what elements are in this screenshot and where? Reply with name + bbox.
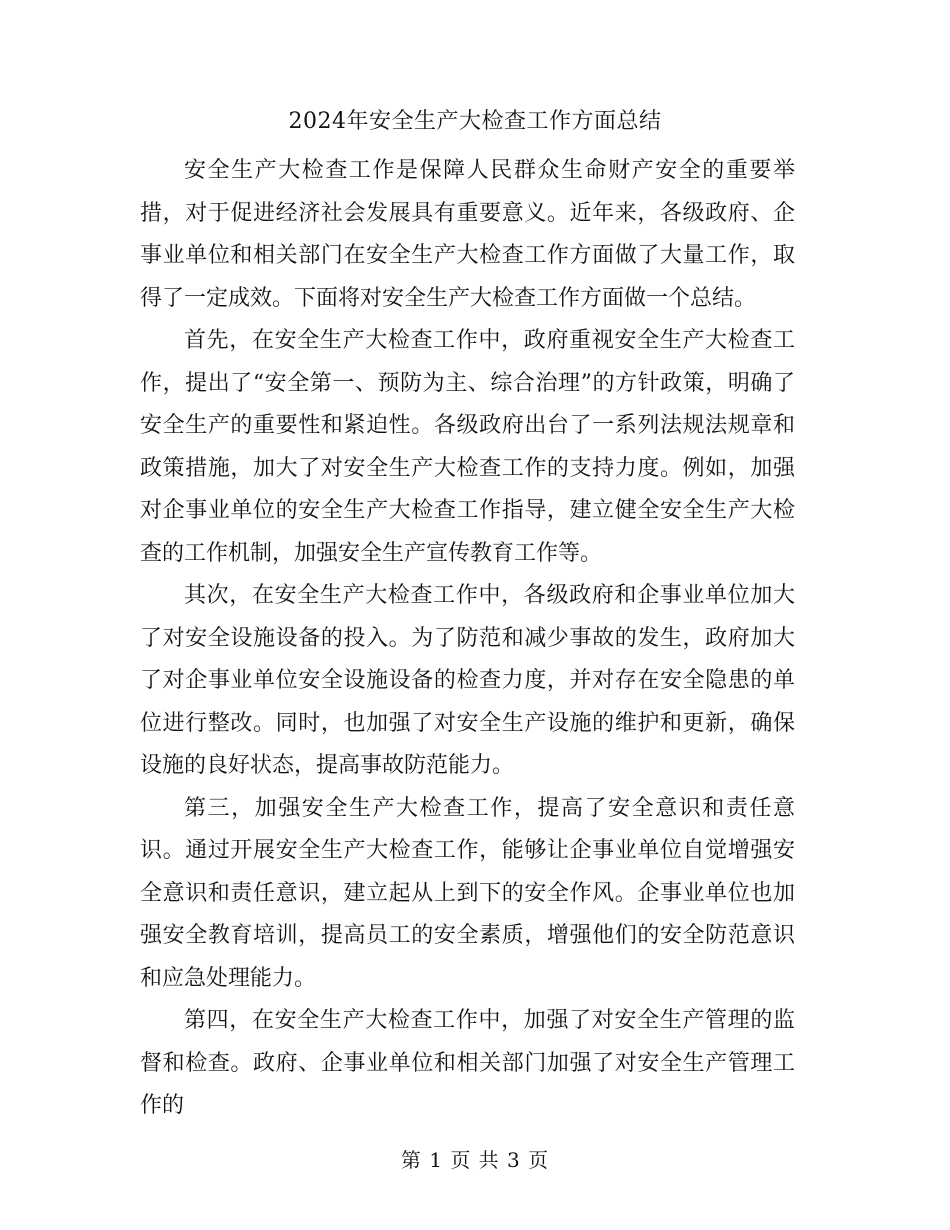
page-footer: 第 1 页 共 3 页 (400, 1148, 550, 1172)
document-body (140, 150, 795, 1128)
document-title: 2024年安全生产大检查工作方面总结 (288, 109, 662, 134)
paragraph-second: 其次，在安全生产大检查工作中，各级政府和企事业单位加大了对安全设施设备的投入。为了防范和减少事故的发生，政府加大了对企事业单位安全设施设备的检查力度，并对存在安全隐患的单位进行整改。同时，也加强了对安全生产设施的维护和更新，确保设施的良好状态，提高事故防范能力。 (140, 583, 795, 778)
paragraph-fourth: 第四，在安全生产大检查工作中，加强了对安全生产管理的监督和检查。政府、企事业单位和相关部门加强了对安全生产管理工作的 (140, 1008, 795, 1118)
paragraph-third: 第三，加强安全生产大检查工作，提高了安全意识和责任意识。通过开展安全生产大检查工作，能够让企事业单位自觉增强安全意识和责任意识，建立起从上到下的安全作风。企事业单位也加强安全教育培训，提高员工的安全素质，增强他们的安全防范意识和应急处理能力。 (140, 795, 795, 991)
paragraph-first: 首先，在安全生产大检查工作中，政府重视安全生产大检查工作，提出了“安全第一、预防为主、综合治理”的方针政策，明确了安全生产的重要性和紧迫性。各级政府出台了一系列法规法规章和政策措施，加大了对安全生产大检查工作的支持力度。例如，加强对企事业单位的安全生产大检查工作指导，建立健全安全生产大检查的工作机制，加强安全生产宣传教育工作等。 (140, 328, 795, 566)
paragraph-intro: 安全生产大检查工作是保障人民群众生命财产安全的重要举措，对于促进经济社会发展具有重要意义。近年来，各级政府、企事业单位和相关部门在安全生产大检查工作方面做了大量工作，取得了一定成效。下面将对安全生产大检查工作方面做一个总结。 (140, 158, 795, 311)
